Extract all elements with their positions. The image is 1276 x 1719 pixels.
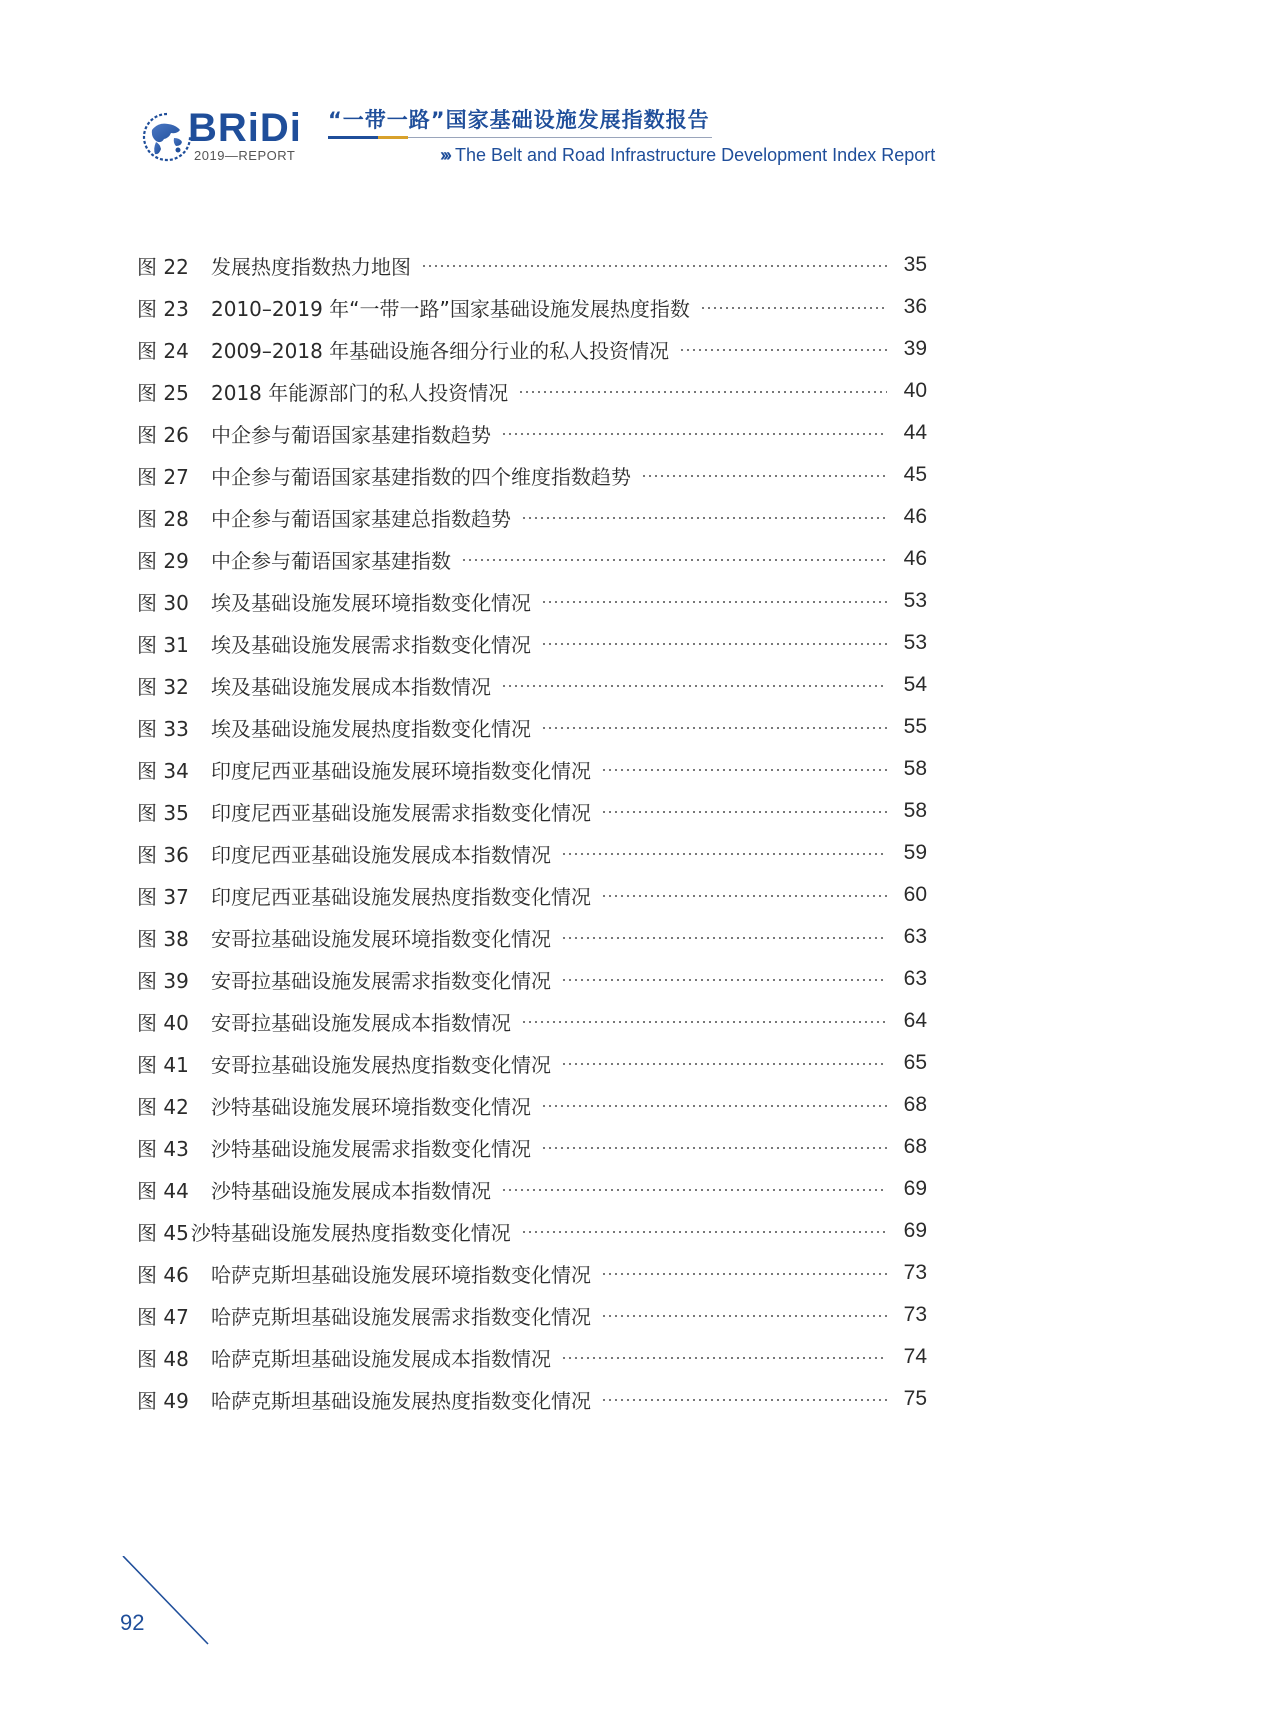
page-ref: 65 <box>903 1051 927 1074</box>
figure-number: 图 25 <box>137 380 189 405</box>
dot-leader <box>541 727 887 729</box>
toc-entry[interactable] <box>137 874 927 916</box>
figure-title: 哈萨克斯坦基础设施发展需求指数变化情况 <box>211 1304 591 1329</box>
figure-number: 图 46 <box>137 1262 189 1287</box>
dot-leader <box>461 559 887 561</box>
figure-number: 图 47 <box>137 1304 189 1329</box>
page-ref: 53 <box>903 631 927 654</box>
page-ref: 36 <box>903 295 927 318</box>
figure-title: 哈萨克斯坦基础设施发展热度指数变化情况 <box>211 1388 591 1413</box>
page-ref: 55 <box>903 715 927 738</box>
page-header <box>0 0 1276 200</box>
page-ref: 58 <box>903 799 927 822</box>
dot-leader <box>421 265 887 267</box>
figure-number: 图 29 <box>137 548 189 573</box>
dot-leader <box>501 685 887 687</box>
page-ref: 63 <box>903 925 927 948</box>
page-ref: 69 <box>903 1177 927 1200</box>
dot-leader <box>561 937 887 939</box>
dot-leader <box>541 643 887 645</box>
toc-entry[interactable] <box>137 538 927 580</box>
dot-leader <box>541 601 887 603</box>
figure-number: 图 34 <box>137 758 189 783</box>
figure-number: 图 38 <box>137 926 189 951</box>
title-rule <box>328 136 712 140</box>
figure-title: 埃及基础设施发展热度指数变化情况 <box>211 716 531 741</box>
dot-leader <box>561 979 887 981</box>
toc-entry[interactable] <box>137 832 927 874</box>
figure-number: 图 42 <box>137 1094 189 1119</box>
figure-title: 安哥拉基础设施发展需求指数变化情况 <box>211 968 551 993</box>
figure-title: 2009–2018 年基础设施各细分行业的私人投资情况 <box>211 338 670 363</box>
page-ref: 73 <box>903 1261 927 1284</box>
figure-number: 图 26 <box>137 422 189 447</box>
page-ref: 68 <box>903 1093 927 1116</box>
page-ref: 46 <box>903 547 927 570</box>
toc-entry[interactable] <box>137 328 927 370</box>
page-ref: 68 <box>903 1135 927 1158</box>
dot-leader <box>601 1399 887 1401</box>
toc-entry[interactable] <box>137 664 927 706</box>
figure-title: 印度尼西亚基础设施发展需求指数变化情况 <box>211 800 591 825</box>
figure-number: 图 35 <box>137 800 189 825</box>
page-ref: 63 <box>903 967 927 990</box>
figure-title: 中企参与葡语国家基建指数的四个维度指数趋势 <box>211 464 631 489</box>
figure-title: 中企参与葡语国家基建指数 <box>211 548 451 573</box>
toc-entry[interactable] <box>137 1126 927 1168</box>
toc-entry[interactable] <box>137 748 927 790</box>
figure-number: 图 37 <box>137 884 189 909</box>
page-ref: 40 <box>903 379 927 402</box>
figure-number: 图 41 <box>137 1052 189 1077</box>
chevrons-icon: ››› <box>440 145 449 165</box>
figure-title: 沙特基础设施发展成本指数情况 <box>211 1178 491 1203</box>
report-title-en-text: The Belt and Road Infrastructure Development Index Report <box>454 145 936 165</box>
toc-entry[interactable] <box>137 580 927 622</box>
page-ref: 59 <box>903 841 927 864</box>
figure-title: 印度尼西亚基础设施发展成本指数情况 <box>211 842 551 867</box>
dot-leader <box>521 1021 887 1023</box>
dot-leader <box>601 769 887 771</box>
toc-entry[interactable] <box>137 454 927 496</box>
figure-number: 图 45 <box>137 1220 189 1245</box>
dot-leader <box>501 1189 887 1191</box>
toc-entry[interactable] <box>137 790 927 832</box>
figure-title: 沙特基础设施发展环境指数变化情况 <box>211 1094 531 1119</box>
figure-title: 2018 年能源部门的私人投资情况 <box>211 380 509 405</box>
figure-number: 图 32 <box>137 674 189 699</box>
figure-title: 沙特基础设施发展热度指数变化情况 <box>190 1220 511 1245</box>
page-ref: 69 <box>903 1219 927 1242</box>
page-ref: 73 <box>903 1303 927 1326</box>
figure-title: 哈萨克斯坦基础设施发展成本指数情况 <box>211 1346 551 1371</box>
figure-number: 图 44 <box>137 1178 189 1203</box>
figure-title: 沙特基础设施发展需求指数变化情况 <box>211 1136 531 1161</box>
figure-number: 图 48 <box>137 1346 189 1371</box>
toc-entry[interactable] <box>137 286 927 328</box>
dot-leader <box>521 517 887 519</box>
figure-number: 图 22 <box>137 254 189 279</box>
page-ref: 35 <box>903 253 927 276</box>
dot-leader <box>561 853 887 855</box>
figure-title: 安哥拉基础设施发展热度指数变化情况 <box>211 1052 551 1077</box>
dot-leader <box>521 1231 887 1233</box>
toc-entry[interactable] <box>137 1168 927 1210</box>
dot-leader <box>501 433 887 435</box>
dot-leader <box>641 475 887 477</box>
dot-leader <box>601 811 887 813</box>
toc-entry[interactable] <box>137 916 927 958</box>
page-ref: 74 <box>903 1345 927 1368</box>
page-ref: 46 <box>903 505 927 528</box>
dot-leader <box>541 1105 887 1107</box>
report-title-en <box>440 145 935 166</box>
figure-title: 印度尼西亚基础设施发展环境指数变化情况 <box>211 758 591 783</box>
toc-entry[interactable] <box>137 1294 927 1336</box>
figure-title: 中企参与葡语国家基建总指数趋势 <box>211 506 511 531</box>
figure-title: 中企参与葡语国家基建指数趋势 <box>211 422 491 447</box>
figure-title: 埃及基础设施发展需求指数变化情况 <box>211 632 531 657</box>
dot-leader <box>679 349 887 351</box>
figure-number: 图 31 <box>137 632 189 657</box>
figure-title: 发展热度指数热力地图 <box>211 254 411 279</box>
report-title-cn: “一带一路”国家基础设施发展指数报告 <box>328 108 710 132</box>
toc-entry[interactable] <box>137 496 927 538</box>
page-ref: 53 <box>903 589 927 612</box>
toc-entry[interactable] <box>137 1042 927 1084</box>
page-ref: 45 <box>903 463 927 486</box>
page-ref: 64 <box>903 1009 927 1032</box>
figure-number: 图 36 <box>137 842 189 867</box>
toc-entry[interactable] <box>137 1084 927 1126</box>
figure-number: 图 27 <box>137 464 189 489</box>
logo-text: BRiDi <box>188 106 302 150</box>
logo-subtitle: 2019—REPORT <box>194 148 296 163</box>
page-ref: 60 <box>903 883 927 906</box>
bridi-logo <box>138 104 308 174</box>
toc-entry[interactable] <box>137 1252 927 1294</box>
toc-entry[interactable] <box>137 1000 927 1042</box>
toc-entry[interactable] <box>137 958 927 1000</box>
dot-leader <box>541 1147 887 1149</box>
page-ref: 39 <box>903 337 927 360</box>
dot-leader <box>561 1357 887 1359</box>
figure-number: 图 40 <box>137 1010 189 1035</box>
page-number: 92 <box>120 1610 145 1635</box>
figure-number: 图 28 <box>137 506 189 531</box>
page-ref: 75 <box>903 1387 927 1410</box>
dot-leader <box>700 307 887 309</box>
dot-leader <box>601 895 887 897</box>
toc-entry[interactable] <box>137 1210 927 1252</box>
figure-title: 埃及基础设施发展成本指数情况 <box>211 674 491 699</box>
figure-list <box>137 244 927 1420</box>
dot-leader <box>601 1315 887 1317</box>
figure-number: 图 23 <box>137 296 189 321</box>
figure-number: 图 43 <box>137 1136 189 1161</box>
toc-entry[interactable] <box>137 706 927 748</box>
page-ref: 58 <box>903 757 927 780</box>
figure-title: 埃及基础设施发展环境指数变化情况 <box>211 590 531 615</box>
figure-number: 图 39 <box>137 968 189 993</box>
figure-title: 2010–2019 年“一带一路”国家基础设施发展热度指数 <box>211 296 690 321</box>
figure-number: 图 24 <box>137 338 189 363</box>
dot-leader <box>561 1063 887 1065</box>
dot-leader <box>518 391 887 393</box>
toc-entry[interactable] <box>137 244 927 286</box>
toc-entry[interactable] <box>137 1336 927 1378</box>
toc-entry[interactable] <box>137 412 927 454</box>
figure-title: 安哥拉基础设施发展环境指数变化情况 <box>211 926 551 951</box>
dot-leader <box>601 1273 887 1275</box>
figure-title: 印度尼西亚基础设施发展热度指数变化情况 <box>211 884 591 909</box>
toc-entry[interactable] <box>137 1378 927 1420</box>
toc-entry[interactable] <box>137 370 927 412</box>
figure-number: 图 33 <box>137 716 189 741</box>
page-ref: 44 <box>903 421 927 444</box>
figure-title: 安哥拉基础设施发展成本指数情况 <box>211 1010 511 1035</box>
corner-diagonal-line <box>118 1556 218 1656</box>
page-ref: 54 <box>903 673 927 696</box>
figure-title: 哈萨克斯坦基础设施发展环境指数变化情况 <box>211 1262 591 1287</box>
figure-number: 图 30 <box>137 590 189 615</box>
figure-number: 图 49 <box>137 1388 189 1413</box>
toc-entry[interactable] <box>137 622 927 664</box>
